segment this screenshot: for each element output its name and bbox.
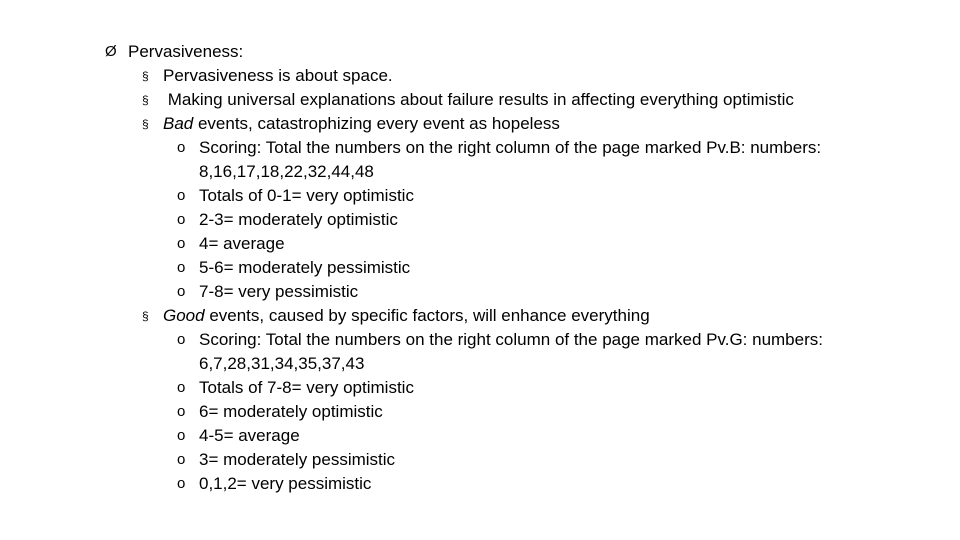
square-bullet-icon: §: [142, 93, 149, 107]
good-item-text: 0,1,2= very pessimistic: [199, 474, 372, 493]
good-item-text: Totals of 7-8= very optimistic: [199, 378, 414, 397]
sub-text-4: [163, 304, 650, 328]
bad-item-text: 8,16,17,18,22,32,44,48: [199, 162, 374, 181]
arrow-bullet-icon: Ø: [105, 43, 117, 60]
good-rest: events, caused by specific factors, will enhance everything: [204, 306, 650, 325]
circle-bullet-icon: o: [177, 139, 186, 156]
circle-bullet-icon: o: [177, 283, 186, 300]
bad-item-text: Scoring: Total the numbers on the right column of the page marked Pv.B: numbers:: [199, 138, 822, 157]
heading-text: Pervasiveness:: [128, 42, 244, 61]
bad-item-text: 4= average: [199, 234, 285, 253]
sub-text-3: [163, 112, 560, 136]
circle-bullet-icon: o: [177, 403, 186, 420]
good-item-text: Scoring: Total the numbers on the right column of the page marked Pv.G: numbers:: [199, 330, 823, 349]
bad-emphasis: Bad: [163, 114, 194, 133]
good-item-text: 6= moderately optimistic: [199, 402, 383, 421]
circle-bullet-icon: o: [177, 475, 186, 492]
bad-item-text: 2-3= moderately optimistic: [199, 210, 398, 229]
circle-bullet-icon: o: [177, 187, 186, 204]
sub-text-2: Making universal explanations about failure results in affecting everything optimistic: [163, 90, 794, 109]
good-item-text: 3= moderately pessimistic: [199, 450, 396, 469]
square-bullet-icon: §: [142, 117, 149, 131]
circle-bullet-icon: o: [177, 379, 186, 396]
bad-item-text: Totals of 0-1= very optimistic: [199, 186, 414, 205]
circle-bullet-icon: o: [177, 427, 186, 444]
good-item-text: 4-5= average: [199, 426, 300, 445]
good-item-text: 6,7,28,31,34,35,37,43: [199, 354, 365, 373]
circle-bullet-icon: o: [177, 211, 186, 228]
bad-item-text: 5-6= moderately pessimistic: [199, 258, 411, 277]
square-bullet-icon: §: [142, 69, 149, 83]
circle-bullet-icon: o: [177, 331, 186, 348]
sub-text-1: Pervasiveness is about space.: [163, 66, 393, 85]
circle-bullet-icon: o: [177, 451, 186, 468]
bad-rest: events, catastrophizing every event as hopeless: [193, 114, 560, 133]
bad-item-text: 7-8= very pessimistic: [199, 282, 359, 301]
square-bullet-icon: §: [142, 309, 149, 323]
good-emphasis: Good: [163, 306, 205, 325]
circle-bullet-icon: o: [177, 235, 186, 252]
circle-bullet-icon: o: [177, 259, 186, 276]
